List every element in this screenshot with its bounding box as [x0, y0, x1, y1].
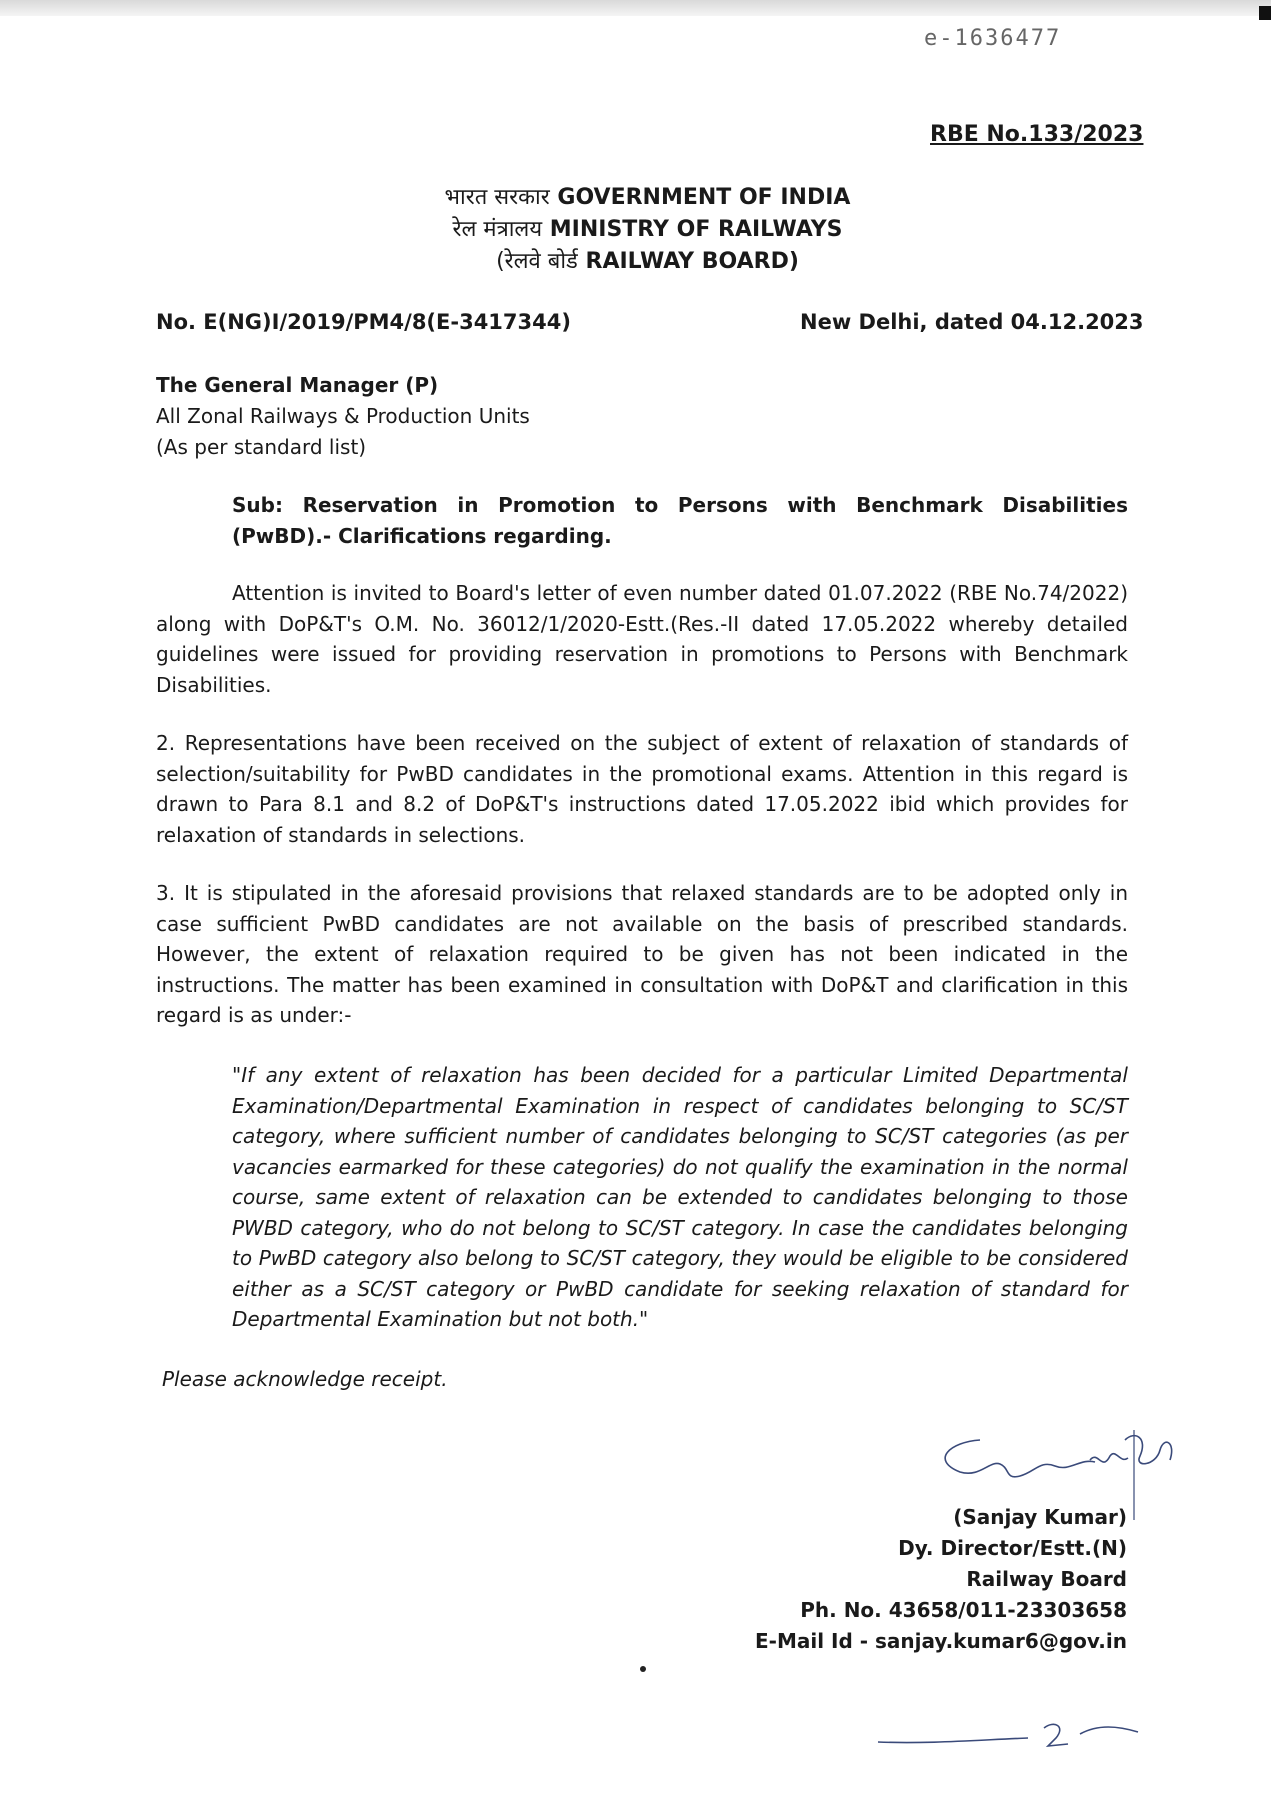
letterhead-hindi-2: रेल मंत्रालय [452, 217, 543, 242]
letterhead-hindi-3: (रेलवे बोर्ड [496, 249, 578, 274]
scan-speck [640, 1666, 646, 1672]
scan-corner-mark [1259, 6, 1271, 20]
addressee-line-2: All Zonal Railways & Production Units [156, 404, 530, 428]
letterhead-en-3: RAILWAY BOARD) [585, 249, 799, 274]
letterhead [0, 182, 1271, 278]
scan-top-edge [0, 0, 1271, 16]
signature-block [755, 1502, 1127, 1657]
addressee-name: The General Manager (P) [156, 373, 439, 397]
signatory-email: E-Mail Id - sanjay.kumar6@gov.in [754, 1629, 1127, 1653]
letterhead-en-1: GOVERNMENT OF INDIA [557, 185, 851, 210]
signatory-phone: Ph. No. 43658/011-23303658 [800, 1598, 1127, 1622]
signatory-name: (Sanjay Kumar) [953, 1505, 1127, 1529]
signatory-designation: Dy. Director/Estt.(N) [898, 1536, 1127, 1560]
letterhead-line-1 [0, 182, 1271, 214]
letterhead-line-2 [0, 214, 1271, 246]
letterhead-hindi-1: भारत सरकार [444, 185, 550, 210]
date-line: New Delhi, dated 04.12.2023 [800, 310, 1144, 334]
signatory-office: Railway Board [966, 1567, 1127, 1591]
addressee-line-3: (As per standard list) [156, 435, 367, 459]
clarification-quote: "If any extent of relaxation has been decided for a particular Limited Departmental Examination/Departmental Examination in respect of candidates belonging to SC/ST category, where sufficient number of candidates belonging to SC/ST categories (as per vacancies earmarked for these categories) do not qualify the examination in the normal course, same extent of relaxation can be extended to candidates belonging to those PWBD category, who do not belong to SC/ST category. In case the candidates belonging to PwBD category also belong to SC/ST category, they would be eligible to be considered either as a SC/ST category or PwBD candidate for seeking relaxation of standard for Departmental Examination but not both." [232, 1063, 1128, 1331]
letterhead-en-2: MINISTRY OF RAILWAYS [549, 217, 843, 242]
paragraph-3: 3. It is stipulated in the aforesaid provisions that relaxed standards are to be adopted only in case sufficient PwBD candidates are not available on the basis of prescribed standards. However, the extent of relaxation required to be given has not been indicated in the instructions. The matter has been examined in consultation with DoP&T and clarification in this regard is as under:- [156, 881, 1128, 1027]
paragraph-1-text: Attention is invited to Board's letter of even number dated 01.07.2022 (RBE No.74/2022) along with DoP&T's O.M. No. 36012/1/2020-Estt.(Res.-II dated 17.05.2022 whereby detailed guidelines were issued for providing reservation in promotions to Persons with Benchmark Disabilities. [156, 581, 1128, 697]
subject-line: Sub: Reservation in Promotion to Persons with Benchmark Disabilities (PwBD).- Clarifications regarding. [232, 493, 1128, 548]
acknowledge-line: Please acknowledge receipt. [162, 1367, 448, 1391]
letterhead-line-3 [0, 246, 1271, 278]
paragraph-1 [156, 578, 1128, 700]
reference-number: No. E(NG)I/2019/PM4/8(E-3417344) [156, 310, 571, 334]
rbe-number: RBE No.133/2023 [930, 122, 1144, 147]
page-number-marker [868, 1712, 1148, 1752]
handwritten-file-number: e-1636477 [924, 26, 1062, 51]
addressee [156, 370, 530, 463]
paragraph-2: 2. Representations have been received on the subject of extent of relaxation of standards of selection/suitability for PwBD candidates in the promotional exams. Attention in this regard is drawn to Para 8.1 and 8.2 of DoP&T's instructions dated 17.05.2022 ibid which provides for relaxation of standards in selections. [156, 731, 1128, 847]
